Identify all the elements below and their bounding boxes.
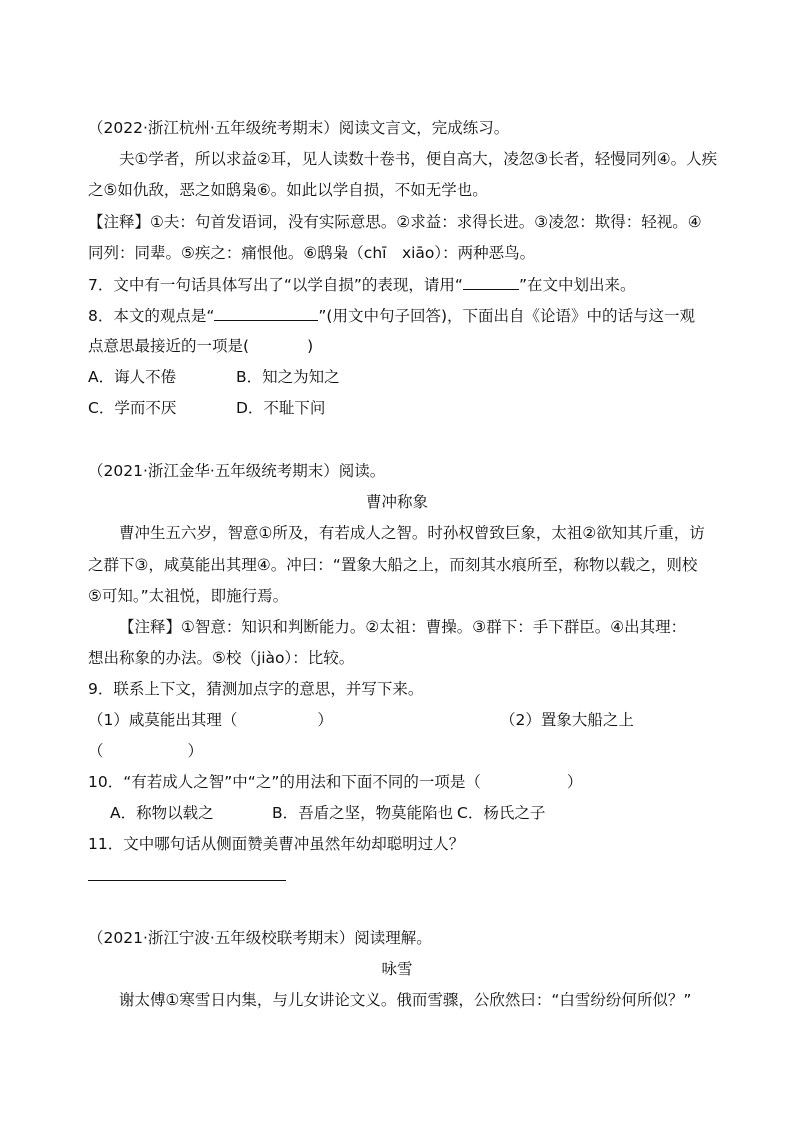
section2-header: （2021·浙江金华·五年级统考期末）阅读。: [88, 462, 386, 480]
q10-option-b[interactable]: B．吾盾之坚，物莫能陷也: [272, 804, 454, 822]
q10-option-a[interactable]: A．称物以载之: [110, 804, 214, 822]
section3-passage-line1: 谢太傅①寒雪日内集，与儿女讲论文义。俄而雪骤，公欣然曰：“白雪纷纷何所似？”: [119, 991, 692, 1009]
question-9-part1-close: ）: [317, 711, 333, 729]
section2-passage-line2: 之群下③，咸莫能出其理④。冲曰：“置象大船之上，而刻其水痕所至，称物以载之，则校: [88, 556, 698, 574]
section2-passage-line3: ⑤可知。”太祖悦，即施行焉。: [88, 587, 289, 605]
q8-option-d[interactable]: D．不耻下问: [236, 399, 326, 417]
question-9-part2-close: ）: [187, 742, 204, 760]
question-8-blank[interactable]: [214, 305, 318, 321]
question-9-part1: [88, 710, 333, 730]
question-8-close-paren: ): [307, 337, 314, 355]
question-10-close: ）: [566, 773, 583, 791]
question-9: 9．联系上下文，猜测加点字的意思，并写下来。: [88, 680, 424, 698]
question-9-part2-open: （: [88, 742, 104, 760]
question-9-part2: （2）置象大船之上: [500, 711, 634, 729]
section2-notes-line1: 【注释】①智意：知识和判断能力。②太祖：曹操。③群下：手下群臣。④出其理：: [119, 618, 687, 636]
question-10: [88, 772, 582, 792]
question-8-line2: [88, 336, 313, 356]
section1-notes-line1: 【注释】①夫：句首发语词，没有实际意思。②求益：求得长进。③凌忽：欺得：轻视。④: [88, 213, 702, 231]
section1-passage-line1: 夫①学者，所以求益②耳，见人读数十卷书，便自高大，凌忽③长者，轻慢同列④。人疾: [119, 150, 718, 168]
question-7-text-end: ”在文中划出来。: [518, 276, 636, 294]
section3-header: （2021·浙江宁波·五年级校联考期末）阅读理解。: [88, 929, 432, 947]
question-7-blank[interactable]: [463, 274, 519, 290]
q8-option-c[interactable]: C．学而不厌: [88, 399, 177, 417]
question-9-part1-text: （1）咸莫能出其理（: [88, 711, 238, 729]
section2-notes-line2: 想出称象的办法。⑤校（jiào）：比较。: [88, 649, 355, 667]
q8-option-b[interactable]: B．知之为知之: [236, 368, 340, 386]
question-11-answer-line[interactable]: [88, 880, 286, 881]
question-8-line2-text: 点意思最接近的一项是(: [88, 337, 250, 355]
section2-title: 曹冲称象: [365, 493, 428, 511]
section1-header: （2022·浙江杭州·五年级统考期末）阅读文言文，完成练习。: [88, 119, 510, 137]
section3-title: 咏雪: [381, 960, 413, 978]
question-10-text: 10．“有若成人之智”中“之”的用法和下面不同的一项是（: [88, 773, 481, 791]
question-8-text: 8．本文的观点是“: [88, 307, 215, 325]
question-9-part2-answer: [88, 741, 203, 761]
section1-notes-line2: 同列：同辈。⑤疾之：痛恨他。⑥鸱枭（chī xiāo）：两种恶鸟。: [88, 244, 536, 262]
question-8-line1: [88, 305, 695, 326]
q10-option-c[interactable]: C．杨氏之子: [457, 804, 546, 822]
section2-passage-line1: 曹冲生五六岁，智意①所及，有若成人之智。时孙权曾致巨象，太祖②欲知其斤重，访: [119, 524, 705, 542]
question-11: 11．文中哪句话从侧面赞美曹冲虽然年幼却聪明过人？: [88, 835, 465, 853]
question-8-text-end: ”(用文中句子回答)，下面出自《论语》中的话与这一观: [318, 307, 696, 325]
question-7: [88, 274, 636, 295]
section1-passage-line2: 之⑤如仇敌，恶之如鸱枭⑥。如此以学自损，不如无学也。: [88, 181, 488, 199]
question-7-text: 7．文中有一句话具体写出了“以学自损”的表现，请用“: [88, 276, 463, 294]
q8-option-a[interactable]: A．诲人不倦: [88, 368, 177, 386]
